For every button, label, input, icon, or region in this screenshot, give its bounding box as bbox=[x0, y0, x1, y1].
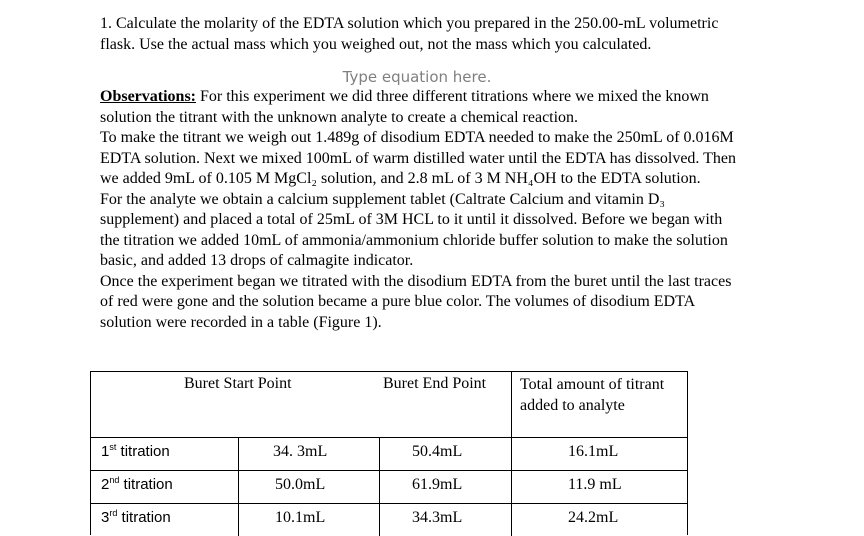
row-start: 10.1mL bbox=[275, 509, 326, 526]
observations-intro: For this experiment we did three different titrations where we mixed the known solution the titrant with the unknown analyte to create a chemical reaction. bbox=[100, 88, 709, 126]
table-row bbox=[91, 470, 688, 503]
row-total: 11.9 mL bbox=[568, 476, 622, 493]
row-total: 16.1mL bbox=[568, 443, 619, 460]
observations-paragraph-4: Once the experiment began we titrated with the disodium EDTA from the buret until the last traces of red were gone and the solution became a pure blue color. The volumes of disodium EDTA solution were recorded in a table (Figure 1). bbox=[100, 272, 732, 331]
row-label: 3rd titration bbox=[101, 508, 171, 526]
table-row bbox=[91, 437, 688, 470]
titration-table bbox=[90, 371, 688, 535]
equation-placeholder[interactable]: Type equation here. bbox=[342, 68, 492, 86]
question-text: 1. Calculate the molarity of the EDTA solution which you prepared in the 250.00-mL volumetric flask. Use the actual mass which you weighed out, not the mass which you calculated. bbox=[100, 15, 719, 53]
row-end: 61.9mL bbox=[412, 476, 463, 493]
row-total: 24.2mL bbox=[568, 509, 619, 526]
row-start: 34. 3mL bbox=[273, 443, 328, 460]
observations-paragraph-2: To make the titrant we weigh out 1.489g of disodium EDTA needed to make the 250mL of 0.016M EDTA solution. Next we mixed 100mL of warm distilled water until the EDTA has dissolved. Then we added 9mL of 0.105 M MgCl₂ solution, and 2.8 mL of 3 M NH₄OH to the EDTA solution. bbox=[100, 129, 737, 187]
header-total-titrant: Total amount of titrant added to analyte bbox=[520, 376, 665, 414]
row-start: 50.0mL bbox=[275, 476, 326, 493]
header-buret-end: Buret End Point bbox=[383, 375, 487, 392]
row-label: 1st titration bbox=[101, 442, 170, 460]
header-buret-start: Buret Start Point bbox=[184, 375, 292, 392]
observations-paragraph-1 bbox=[100, 87, 740, 128]
observations-label: Observations: bbox=[100, 88, 196, 105]
row-end: 34.3mL bbox=[412, 509, 463, 526]
table-row bbox=[91, 503, 688, 536]
row-end: 50.4mL bbox=[412, 443, 463, 460]
document-body bbox=[100, 14, 740, 333]
observations-paragraph-3: For the analyte we obtain a calcium supplement tablet (Caltrate Calcium and vitamin D₃ supplement) and placed a total of 25mL of 3M HCL to it until it dissolved. Before we began with the titration we added 10mL of ammonia/ammonium chloride buffer solution to make the solution basic, and added 13 drops of calmagite indicator. bbox=[100, 190, 728, 269]
row-label: 2nd titration bbox=[101, 475, 173, 493]
